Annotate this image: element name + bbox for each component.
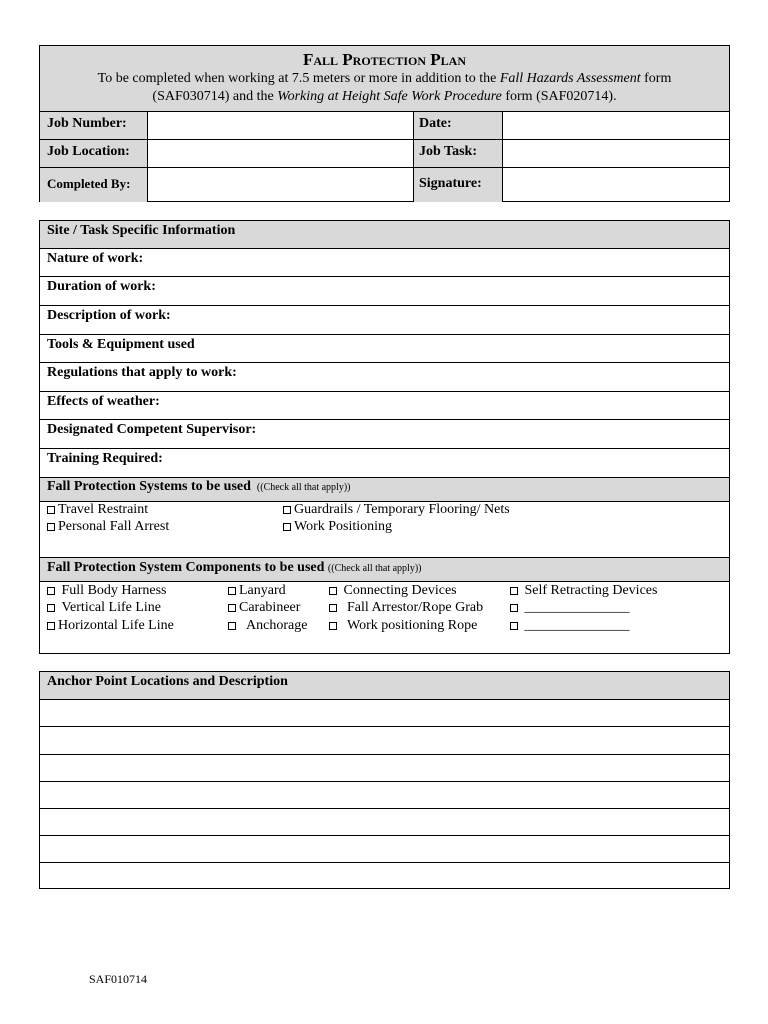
completed-by-field[interactable] [148, 168, 413, 202]
form-code: SAF010714 [89, 972, 148, 986]
date-label: Date: [419, 116, 452, 131]
job-number-label: Job Number: [47, 116, 127, 131]
systems-heading-row [40, 477, 729, 501]
checkbox-icon[interactable] [47, 523, 55, 531]
field-row-supervisor[interactable] [40, 419, 729, 448]
field-row-weather[interactable] [40, 391, 729, 419]
checkbox-icon[interactable] [228, 604, 236, 612]
checkbox-icon[interactable] [510, 604, 518, 612]
anchor-line-7[interactable] [40, 862, 729, 889]
checkbox-icon[interactable] [329, 587, 337, 595]
header-box [39, 45, 730, 202]
option-lanyard[interactable]: Lanyard [228, 583, 286, 599]
option-fall-arrestor[interactable]: Fall Arrestor/Rope Grab [329, 600, 483, 616]
effects-of-weather-label: Effects of weather: [47, 394, 160, 409]
option-blank-2[interactable]: _______________ [510, 618, 630, 634]
checkbox-icon[interactable] [47, 604, 55, 612]
signature-field[interactable] [503, 168, 729, 202]
option-work-positioning-rope[interactable]: Work positioning Rope [329, 618, 477, 634]
checkbox-icon[interactable] [283, 506, 291, 514]
site-heading: Site / Task Specific Information [47, 223, 236, 238]
field-row-duration[interactable] [40, 276, 729, 305]
components-options-row [40, 581, 729, 654]
option-blank-1[interactable]: _______________ [510, 600, 630, 616]
anchor-line-1[interactable] [40, 699, 729, 726]
tools-equipment-label: Tools & Equipment used [47, 337, 195, 352]
job-row-3 [40, 167, 729, 202]
job-row-2 [40, 139, 729, 167]
date-field[interactable] [503, 112, 729, 139]
job-row-1 [40, 111, 729, 139]
checkbox-icon[interactable] [47, 506, 55, 514]
anchor-line-2[interactable] [40, 726, 729, 754]
option-horizontal-life-line[interactable]: Horizontal Life Line [47, 618, 174, 634]
option-anchorage[interactable]: Anchorage [228, 618, 307, 634]
fall-hazards-assessment-ref: Fall Hazards Assessment [499, 71, 641, 86]
systems-heading: Fall Protection Systems to be used [47, 479, 251, 494]
anchor-line-5[interactable] [40, 808, 729, 835]
regulations-label: Regulations that apply to work: [47, 365, 237, 380]
duration-of-work-label: Duration of work: [47, 279, 156, 294]
option-carabineer[interactable]: Carabineer [228, 600, 300, 616]
anchor-heading-row [40, 672, 729, 699]
safe-work-procedure-ref: Working at Height Safe Work Procedure [277, 89, 502, 104]
training-required-label: Training Required: [47, 451, 163, 466]
job-location-field[interactable] [148, 140, 413, 167]
checkbox-icon[interactable] [283, 523, 291, 531]
option-full-body-harness[interactable]: Full Body Harness [47, 583, 167, 599]
job-location-label: Job Location: [47, 144, 130, 159]
page-title: Fall Protection Plan [302, 50, 466, 69]
field-row-training[interactable] [40, 448, 729, 477]
systems-options-row [40, 501, 729, 557]
checkbox-icon[interactable] [510, 622, 518, 630]
completed-by-label: Completed By: [47, 176, 131, 191]
option-personal-fall-arrest[interactable]: Personal Fall Arrest [47, 519, 169, 535]
checkbox-icon[interactable] [510, 587, 518, 595]
option-vertical-life-line[interactable]: Vertical Life Line [47, 600, 161, 616]
option-work-positioning[interactable]: Work Positioning [283, 519, 392, 535]
components-heading: Fall Protection System Components to be used [47, 560, 325, 575]
title-area [40, 46, 729, 111]
checkbox-icon[interactable] [228, 587, 236, 595]
signature-label: Signature: [419, 176, 482, 191]
description-of-work-label: Description of work: [47, 308, 171, 323]
anchor-line-6[interactable] [40, 835, 729, 862]
anchor-line-4[interactable] [40, 781, 729, 808]
site-task-box [39, 220, 730, 654]
job-task-field[interactable] [503, 140, 729, 167]
option-connecting-devices[interactable]: Connecting Devices [329, 583, 457, 599]
option-guardrails[interactable]: Guardrails / Temporary Flooring/ Nets [283, 502, 510, 518]
anchor-points-box [39, 671, 730, 889]
systems-note: ((Check all that apply)) [254, 482, 351, 493]
option-travel-restraint[interactable]: Travel Restraint [47, 502, 148, 518]
job-number-field[interactable] [148, 112, 413, 139]
site-heading-row [40, 221, 729, 248]
checkbox-icon[interactable] [228, 622, 236, 630]
option-self-retracting-devices[interactable]: Self Retracting Devices [510, 583, 657, 599]
instructions-line-2: (SAF030714) and the Working at Height Safe Work Procedure form (SAF020714). [152, 89, 617, 104]
field-row-description[interactable] [40, 305, 729, 334]
anchor-heading: Anchor Point Locations and Description [47, 674, 288, 689]
field-row-regulations[interactable] [40, 362, 729, 391]
competent-supervisor-label: Designated Competent Supervisor: [47, 422, 257, 437]
checkbox-icon[interactable] [329, 622, 337, 630]
components-heading-row [40, 557, 729, 581]
checkbox-icon[interactable] [47, 587, 55, 595]
nature-of-work-label: Nature of work: [47, 251, 144, 266]
components-note: ((Check all that apply)) [327, 563, 422, 574]
job-task-label: Job Task: [419, 144, 477, 159]
instructions-line-1: To be completed when working at 7.5 meters or more in addition to the Fall Hazards Assessment form [97, 71, 672, 86]
field-row-tools[interactable] [40, 334, 729, 362]
anchor-line-3[interactable] [40, 754, 729, 781]
field-row-nature[interactable] [40, 248, 729, 276]
checkbox-icon[interactable] [47, 622, 55, 630]
checkbox-icon[interactable] [329, 604, 337, 612]
